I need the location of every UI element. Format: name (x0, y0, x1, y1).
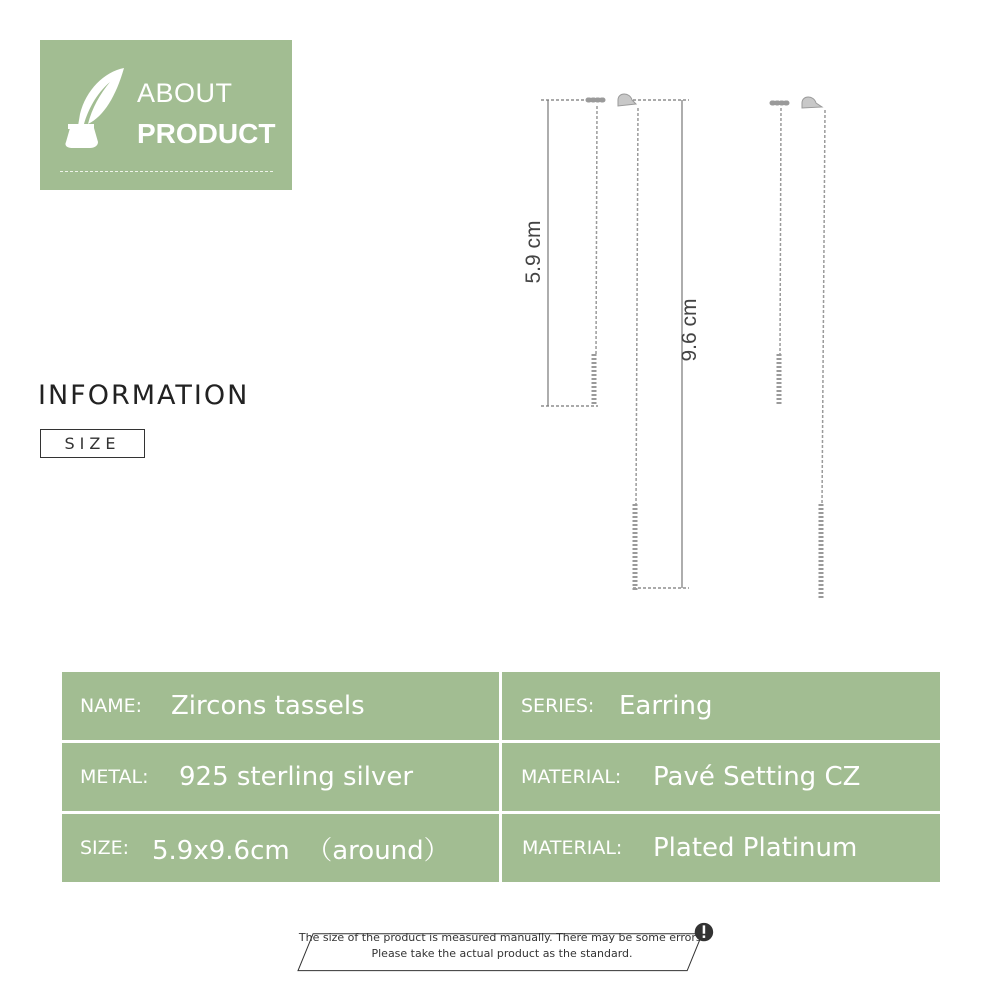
earring-size-diagram (500, 80, 860, 620)
spec-series-value: Earring (619, 691, 713, 721)
short-length-label: 5.9 cm (522, 220, 545, 284)
information-title: INFORMATION (38, 380, 250, 411)
spec-plating-value: Plated Platinum (653, 833, 858, 863)
spec-material-label: MATERIAL: (521, 766, 622, 788)
spec-metal-value: 925 sterling silver (179, 762, 414, 792)
long-length-label: 9.6 cm (678, 298, 701, 362)
spec-size-value: 5.9x9.6cm （around） (152, 835, 450, 866)
about-divider (60, 171, 273, 172)
spec-material-value: Pavé Setting CZ (653, 762, 861, 792)
spec-table (62, 672, 940, 882)
size-tag: SIZE (40, 429, 145, 458)
about-heading: ABOUT (137, 78, 233, 108)
spec-name-label: NAME: (80, 695, 143, 717)
spec-series-label: SERIES: (521, 695, 595, 717)
quill-ink-icon (64, 66, 132, 150)
spec-plating-cell (502, 814, 940, 882)
spec-name-cell (62, 672, 499, 740)
spec-size-label: SIZE: (80, 837, 130, 859)
notice-line-2: Please take the actual product as the standard. (371, 947, 633, 960)
spec-size-cell (62, 814, 499, 882)
spec-series-cell (502, 672, 940, 740)
short-length-measure (541, 100, 598, 406)
earring-right (772, 97, 825, 600)
earring-left (588, 94, 638, 590)
notice-line-1: The size of the product is measured manually. There may be some errors. (298, 931, 706, 944)
spec-name-value: Zircons tassels (171, 691, 365, 721)
spec-metal-cell (62, 743, 499, 811)
product-heading: PRODUCT (137, 118, 276, 149)
spec-plating-label: MATERIAL: (522, 837, 623, 859)
spec-metal-label: METAL: (80, 766, 149, 788)
spec-material-cell (502, 743, 940, 811)
